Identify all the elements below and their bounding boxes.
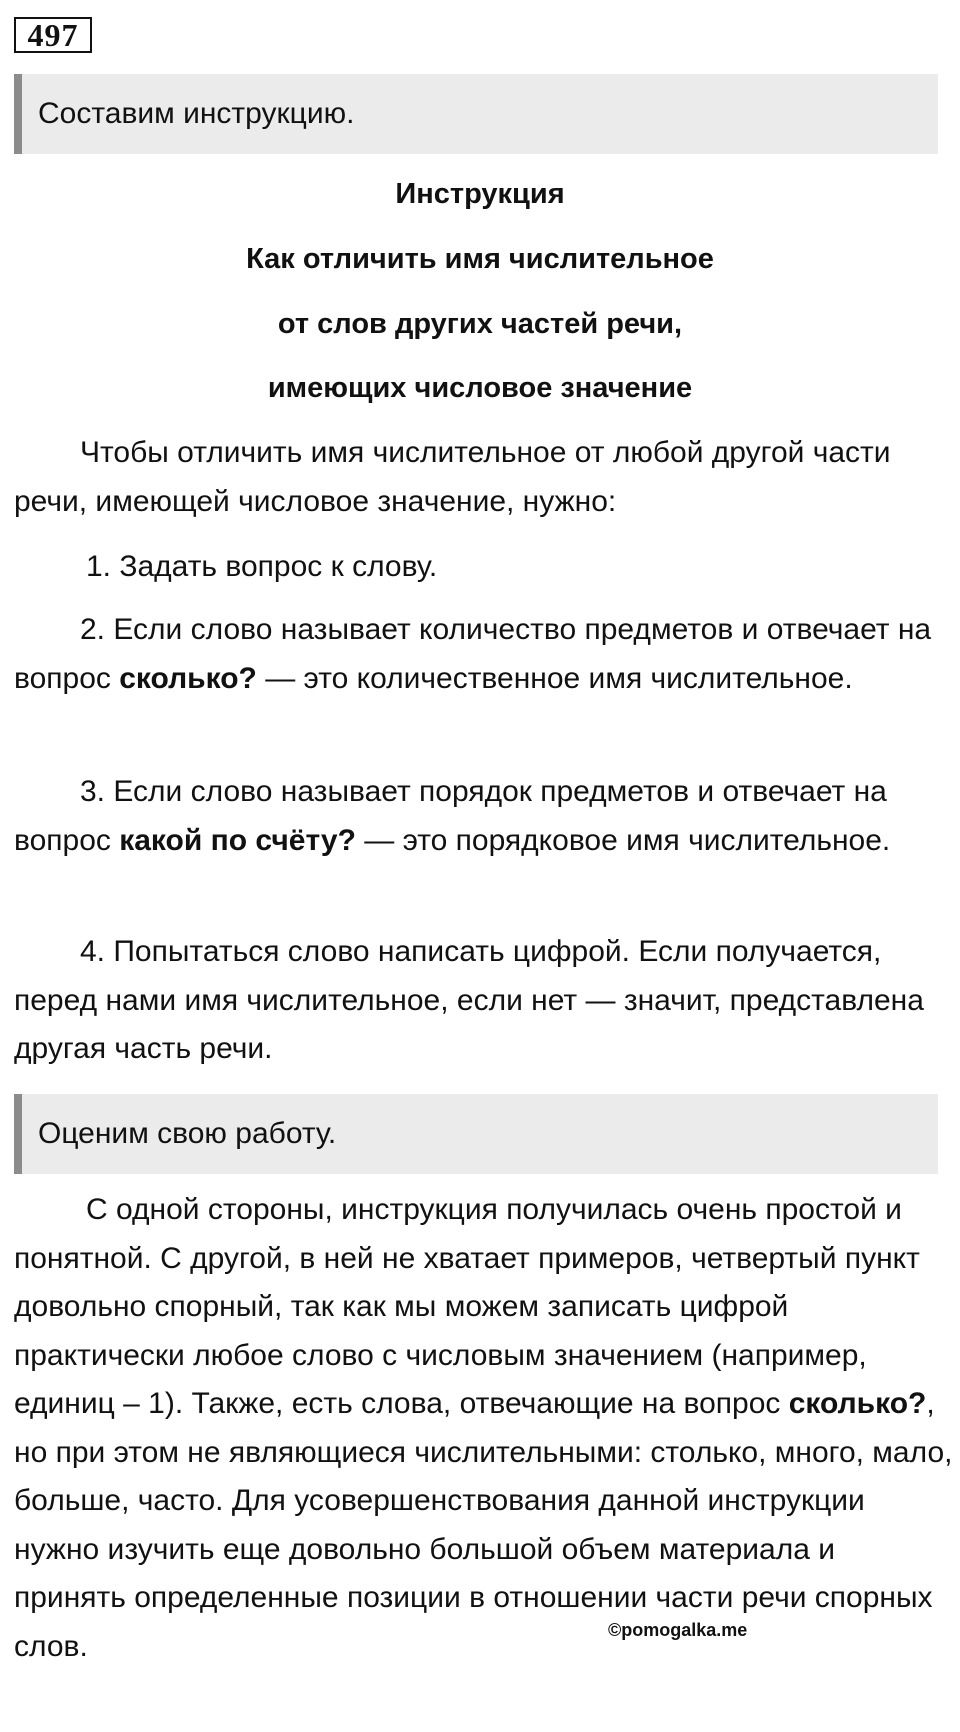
watermark: ©pomogalka.me xyxy=(608,1620,748,1640)
step-1: 1. Задать вопрос к слову. xyxy=(86,550,438,583)
step-3-question-bold: какой по счёту? xyxy=(119,823,356,857)
step-2-text-start: 2. Если слово называет количество предметов и отвечает на вопрос xyxy=(14,613,932,695)
step-3-text-start: 3. Если слово называет порядок предметов и отвечает на вопрос xyxy=(14,775,887,857)
task-number-box: 497 xyxy=(14,17,92,53)
step-3-text-end: — это порядковое имя числительное. xyxy=(355,823,891,857)
evaluation-text-end: , но при этом не являющиеся числительными: столько, много, мало, больше, часто. Для усовершенствования данной инструкции нужно изучить еще довольно большой объем материала и принять определенные позиции в отношении части речи спорных слов. xyxy=(14,1387,953,1663)
step-2-question-bold: сколько? xyxy=(119,661,257,695)
step-3 xyxy=(14,768,954,865)
step-2 xyxy=(14,606,954,703)
step-4: 4. Попытаться слово написать цифрой. Если получается, перед нами имя числительное, если нет — значит, представлена другая часть речи. xyxy=(14,935,924,1065)
section-header-compose: Составим инструкцию. xyxy=(14,74,938,154)
instruction-title: Инструкция xyxy=(395,178,565,210)
evaluation-text-start: С одной стороны, инструкция получилась очень простой и понятной. С другой, в ней не хватает примеров, четвертый пункт довольно спорный, так как мы можем записать цифрой практически любое слово с числовым значением (например, единиц – 1). Также, есть слова, отвечающие на вопрос xyxy=(14,1193,920,1420)
instruction-subtitle-line-3: имеющих числовое значение xyxy=(267,372,693,404)
evaluation-question-bold: сколько? xyxy=(788,1387,927,1420)
evaluation-paragraph xyxy=(14,1186,954,1671)
section-header-evaluate: Оценим свою работу. xyxy=(14,1094,938,1174)
step-2-text-end: — это количественное имя числительное. xyxy=(256,661,853,695)
intro-paragraph: Чтобы отличить имя числительное от любой другой части речи, имеющей числовое значение, нужно: xyxy=(14,436,891,518)
instruction-subtitle-line-2: от слов других частей речи, xyxy=(277,308,683,340)
instruction-subtitle-line-1: Как отличить имя числительное xyxy=(246,243,714,275)
